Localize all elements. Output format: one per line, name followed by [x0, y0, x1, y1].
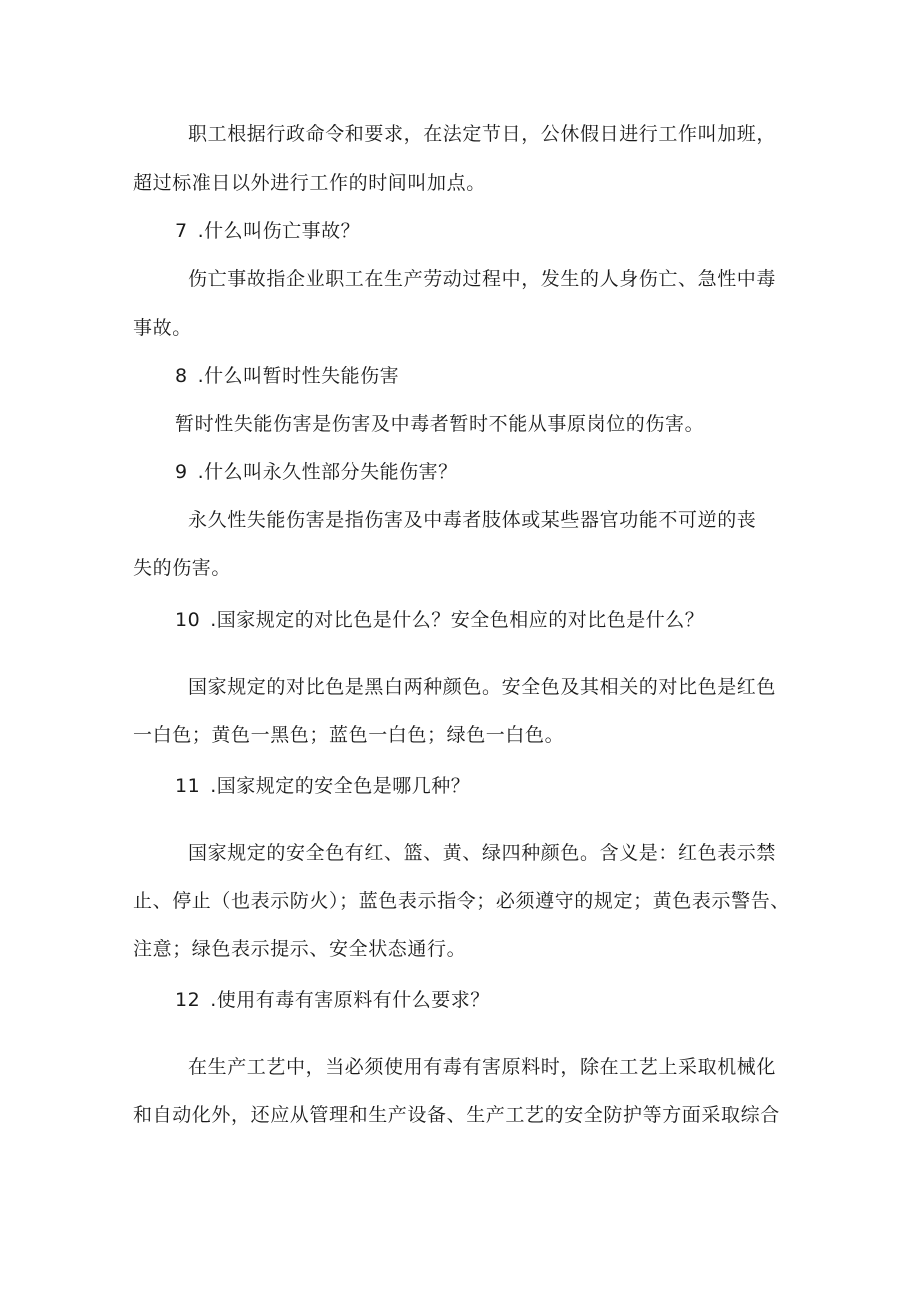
question-text: .使用有毒有害原料有什么要求？	[210, 989, 490, 1011]
question-number: 7	[175, 220, 188, 242]
answer-11-line-3: 注意；绿色表示提示、安全状态通行。	[133, 938, 467, 960]
answer-11-line-1: 国家规定的安全色有红、篮、黄、绿四种颜色。含义是：红色表示禁	[188, 842, 777, 864]
answer-12-line-2: 和自动化外，还应从管理和生产设备、生产工艺的安全防护等方面采取综合	[133, 1104, 780, 1126]
question-10	[175, 608, 704, 632]
answer-9-line-1: 永久性失能伤害是指伤害及中毒者肢体或某些器官功能不可逆的丧	[188, 509, 757, 531]
answer-9-line-2: 失的伤害。	[133, 557, 232, 579]
question-text: .国家规定的安全色是哪几种？	[210, 775, 471, 797]
question-text: .什么叫暂时性失能伤害	[197, 365, 400, 387]
question-number: 8	[175, 365, 188, 387]
question-number: 10	[175, 609, 201, 631]
answer-8-line-1: 暂时性失能伤害是伤害及中毒者暂时不能从事原岗位的伤害。	[175, 413, 705, 435]
question-9	[175, 460, 458, 484]
intro-line-1: 职工根据行政命令和要求，在法定节日，公休假日进行工作叫加班，	[188, 123, 777, 145]
question-number: 12	[175, 989, 201, 1011]
answer-7-line-1: 伤亡事故指企业职工在生产劳动过程中，发生的人身伤亡、急性中毒	[188, 268, 777, 290]
intro-line-2: 超过标准日以外进行工作的时间叫加点。	[133, 172, 486, 194]
question-8	[175, 364, 399, 388]
question-11	[175, 774, 470, 798]
answer-7-line-2: 事故。	[133, 317, 192, 339]
question-text: .什么叫永久性部分失能伤害？	[197, 461, 458, 483]
question-number: 9	[175, 461, 188, 483]
question-7	[175, 219, 360, 243]
answer-12-line-1: 在生产工艺中，当必须使用有毒有害原料时，除在工艺上采取机械化	[188, 1056, 777, 1078]
question-text: .国家规定的对比色是什么？安全色相应的对比色是什么？	[210, 609, 705, 631]
question-12	[175, 988, 490, 1012]
answer-10-line-2: 一白色；黄色一黑色；蓝色一白色；绿色一白色。	[133, 724, 565, 746]
question-text: .什么叫伤亡事故？	[197, 220, 361, 242]
question-number: 11	[175, 775, 201, 797]
answer-10-line-1: 国家规定的对比色是黑白两种颜色。安全色及其相关的对比色是红色	[188, 676, 777, 698]
answer-11-line-2: 止、停止（也表示防火）；蓝色表示指令；必须遵守的规定；黄色表示警告、	[133, 890, 790, 912]
